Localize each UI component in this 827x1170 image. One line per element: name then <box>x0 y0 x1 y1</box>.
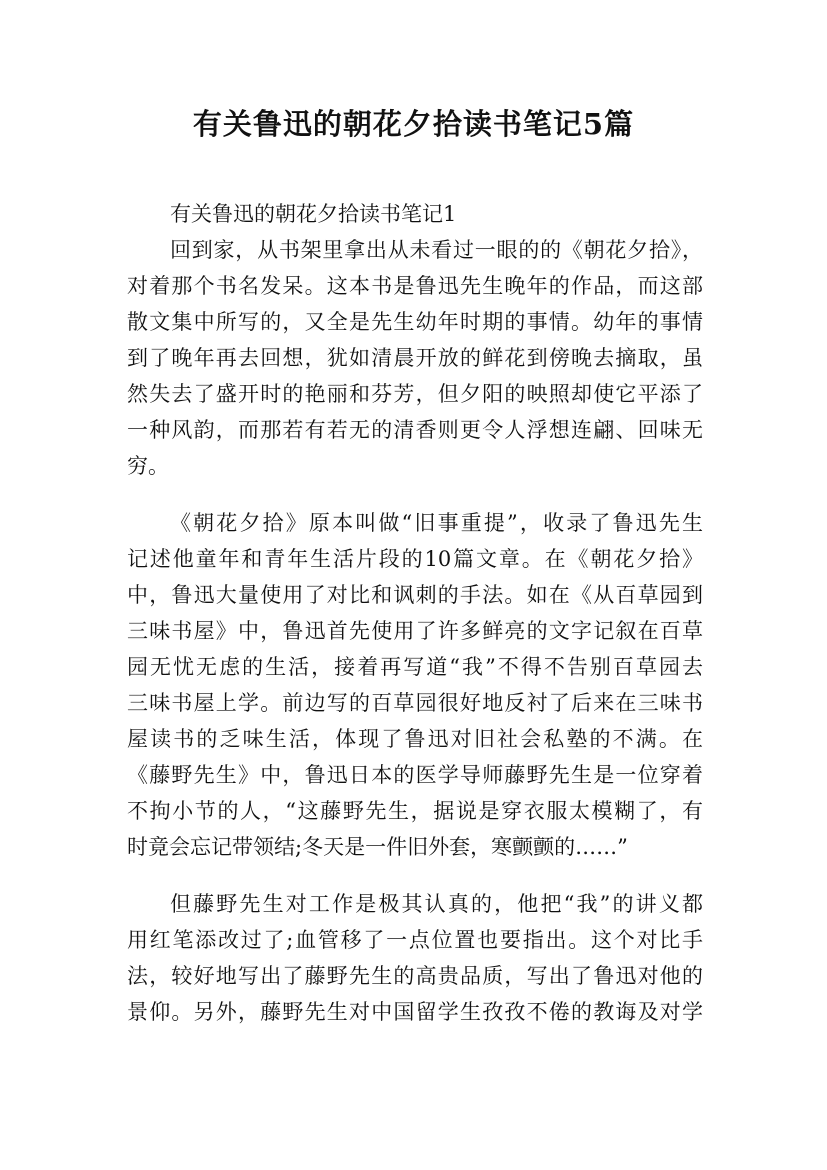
text-line: 园无忧无虑的生活，接着再写道“我”不得不告别百草园去 <box>127 655 703 679</box>
text-line: 法，较好地写出了藤野先生的高贵品质，写出了鲁迅对他的 <box>127 964 703 988</box>
text-line: 记述他童年和青年生活片段的10篇文章。在《朝花夕拾》 <box>127 547 703 571</box>
text-line: 《藤野先生》中，鲁迅日本的医学导师藤野先生是一位穿着 <box>127 763 703 787</box>
text-line: 屋读书的乏味生活，体现了鲁迅对旧社会私塾的不满。在 <box>127 727 703 751</box>
text-line: 《朝花夕拾》原本叫做“旧事重提”，收录了鲁迅先生 <box>170 511 703 535</box>
text-line: 但藤野先生对工作是极其认真的，他把“我”的讲义都 <box>170 892 703 916</box>
text-line: 时竟会忘记带领结;冬天是一件旧外套，寒颤颤的……” <box>127 835 628 859</box>
section-heading: 有关鲁迅的朝花夕拾读书笔记1 <box>170 202 457 226</box>
text-line: 三味书屋》中，鲁迅首先使用了许多鲜亮的文字记叙在百草 <box>127 619 703 643</box>
text-line: 三味书屋上学。前边写的百草园很好地反衬了后来在三味书 <box>127 691 703 715</box>
text-line: 一种风韵，而那若有若无的清香则更令人浮想连翩、回味无 <box>127 418 703 442</box>
text-line: 然失去了盛开时的艳丽和芬芳，但夕阳的映照却使它平添了 <box>127 382 703 406</box>
text-line: 穷。 <box>127 454 169 478</box>
text-line: 对着那个书名发呆。这本书是鲁迅先生晚年的作品，而这部 <box>127 274 703 298</box>
text-line: 到了晚年再去回想，犹如清晨开放的鲜花到傍晚去摘取，虽 <box>127 346 703 370</box>
text-line: 中，鲁迅大量使用了对比和讽刺的手法。如在《从百草园到 <box>127 583 703 607</box>
text-line: 用红笔添改过了;血管移了一点位置也要指出。这个对比手 <box>127 928 703 952</box>
document-title: 有关鲁迅的朝花夕拾读书笔记5篇 <box>192 107 635 141</box>
text-line: 散文集中所写的，又全是先生幼年时期的事情。幼年的事情 <box>127 310 703 334</box>
text-line: 回到家，从书架里拿出从未看过一眼的的《朝花夕拾》， <box>170 238 703 262</box>
text-line: 不拘小节的人，“这藤野先生，据说是穿衣服太模糊了，有 <box>127 799 703 823</box>
text-line: 景仰。另外，藤野先生对中国留学生孜孜不倦的教诲及对学 <box>127 1000 703 1024</box>
